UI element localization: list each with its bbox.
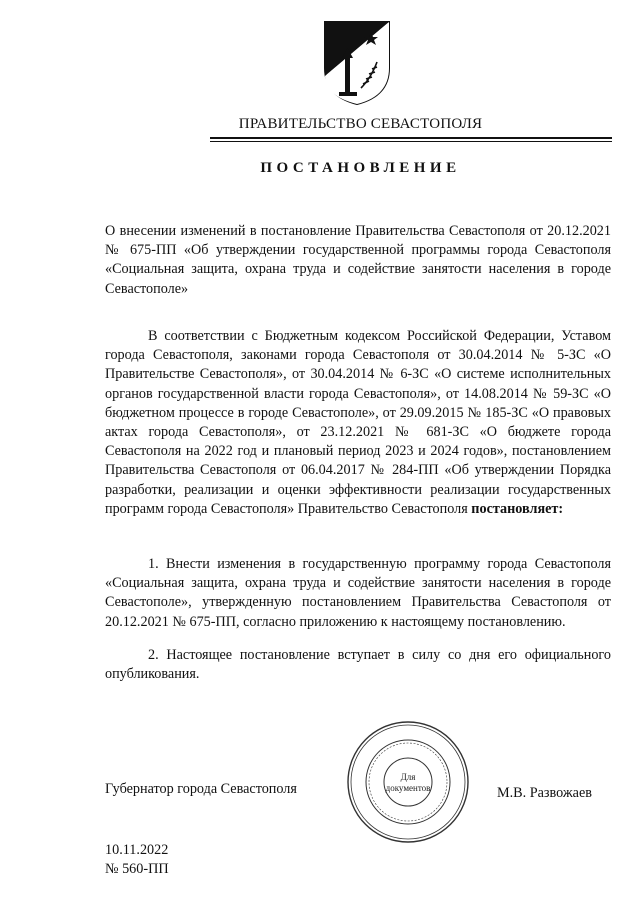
document-type: ПОСТАНОВЛЕНИЕ bbox=[260, 160, 461, 176]
signer-name: М.В. Развожаев bbox=[497, 785, 592, 801]
signer-title: Губернатор города Севастополя bbox=[105, 781, 297, 797]
decree-word: постановляет: bbox=[471, 500, 564, 517]
document-number: № 560-ПП bbox=[105, 861, 169, 877]
decree-item-1: 1. Внести изменения в государственную программу города Севастополя «Социальная защита, охрана труда и содействие занятости населения в городе Севастополе», утвержденную постановлением Правительства Севастополя от 20.12.2021 № 675-ПП, согласно приложению к настоящему постановлению. bbox=[105, 556, 611, 630]
sevastopol-coat-of-arms-icon bbox=[321, 18, 393, 106]
government-name: ПРАВИТЕЛЬСТВО СЕВАСТОПОЛЯ bbox=[238, 116, 483, 132]
header-divider-thin bbox=[210, 141, 612, 142]
header-divider bbox=[210, 137, 612, 139]
seal-center-text-1: Для bbox=[400, 772, 416, 782]
document-subject: О внесении изменений в постановление Правительства Севастополя от 20.12.2021 № 675-ПП «Об утверждении государственной программы города Севастополя «Социальная защита, охрана труда и содействие занятости населения в городе Севастополе» bbox=[105, 223, 611, 297]
preamble-text: В соответствии с Бюджетным кодексом Российской Федерации, Уставом города Севастополя, законами города Севастополя от 30.04.2014 № 5-ЗС «О Правительстве Севастополя», от 30.04.2014 № 6-ЗС «О системе исполнительных органов государственной власти города Севастополя», от 14.08.2014 № 59-ЗС «О бюджетном процессе в городе Севастополе», от 29.09.2015 № 185-ЗС «О правовых актах города Севастополя», от 23.12.2021 № 681-ЗС «О бюджете города Севастополя на 2022 год и плановый период 2023 и 2024 годов», постановлением Правительства Севастополя от 06.04.2017 № 284-ПП «Об утверждении Порядка разработки, реализации и оценки эффективности реализации государственных программ города Севастополя» Правительство Севастополя bbox=[105, 328, 611, 517]
official-seal-icon bbox=[346, 720, 470, 844]
seal-center-text-2: документов bbox=[385, 783, 431, 793]
preamble-paragraph bbox=[105, 327, 611, 519]
decree-item-2: 2. Настоящее постановление вступает в силу со дня его официального опубликования. bbox=[105, 647, 611, 683]
document-date: 10.11.2022 bbox=[105, 842, 169, 858]
